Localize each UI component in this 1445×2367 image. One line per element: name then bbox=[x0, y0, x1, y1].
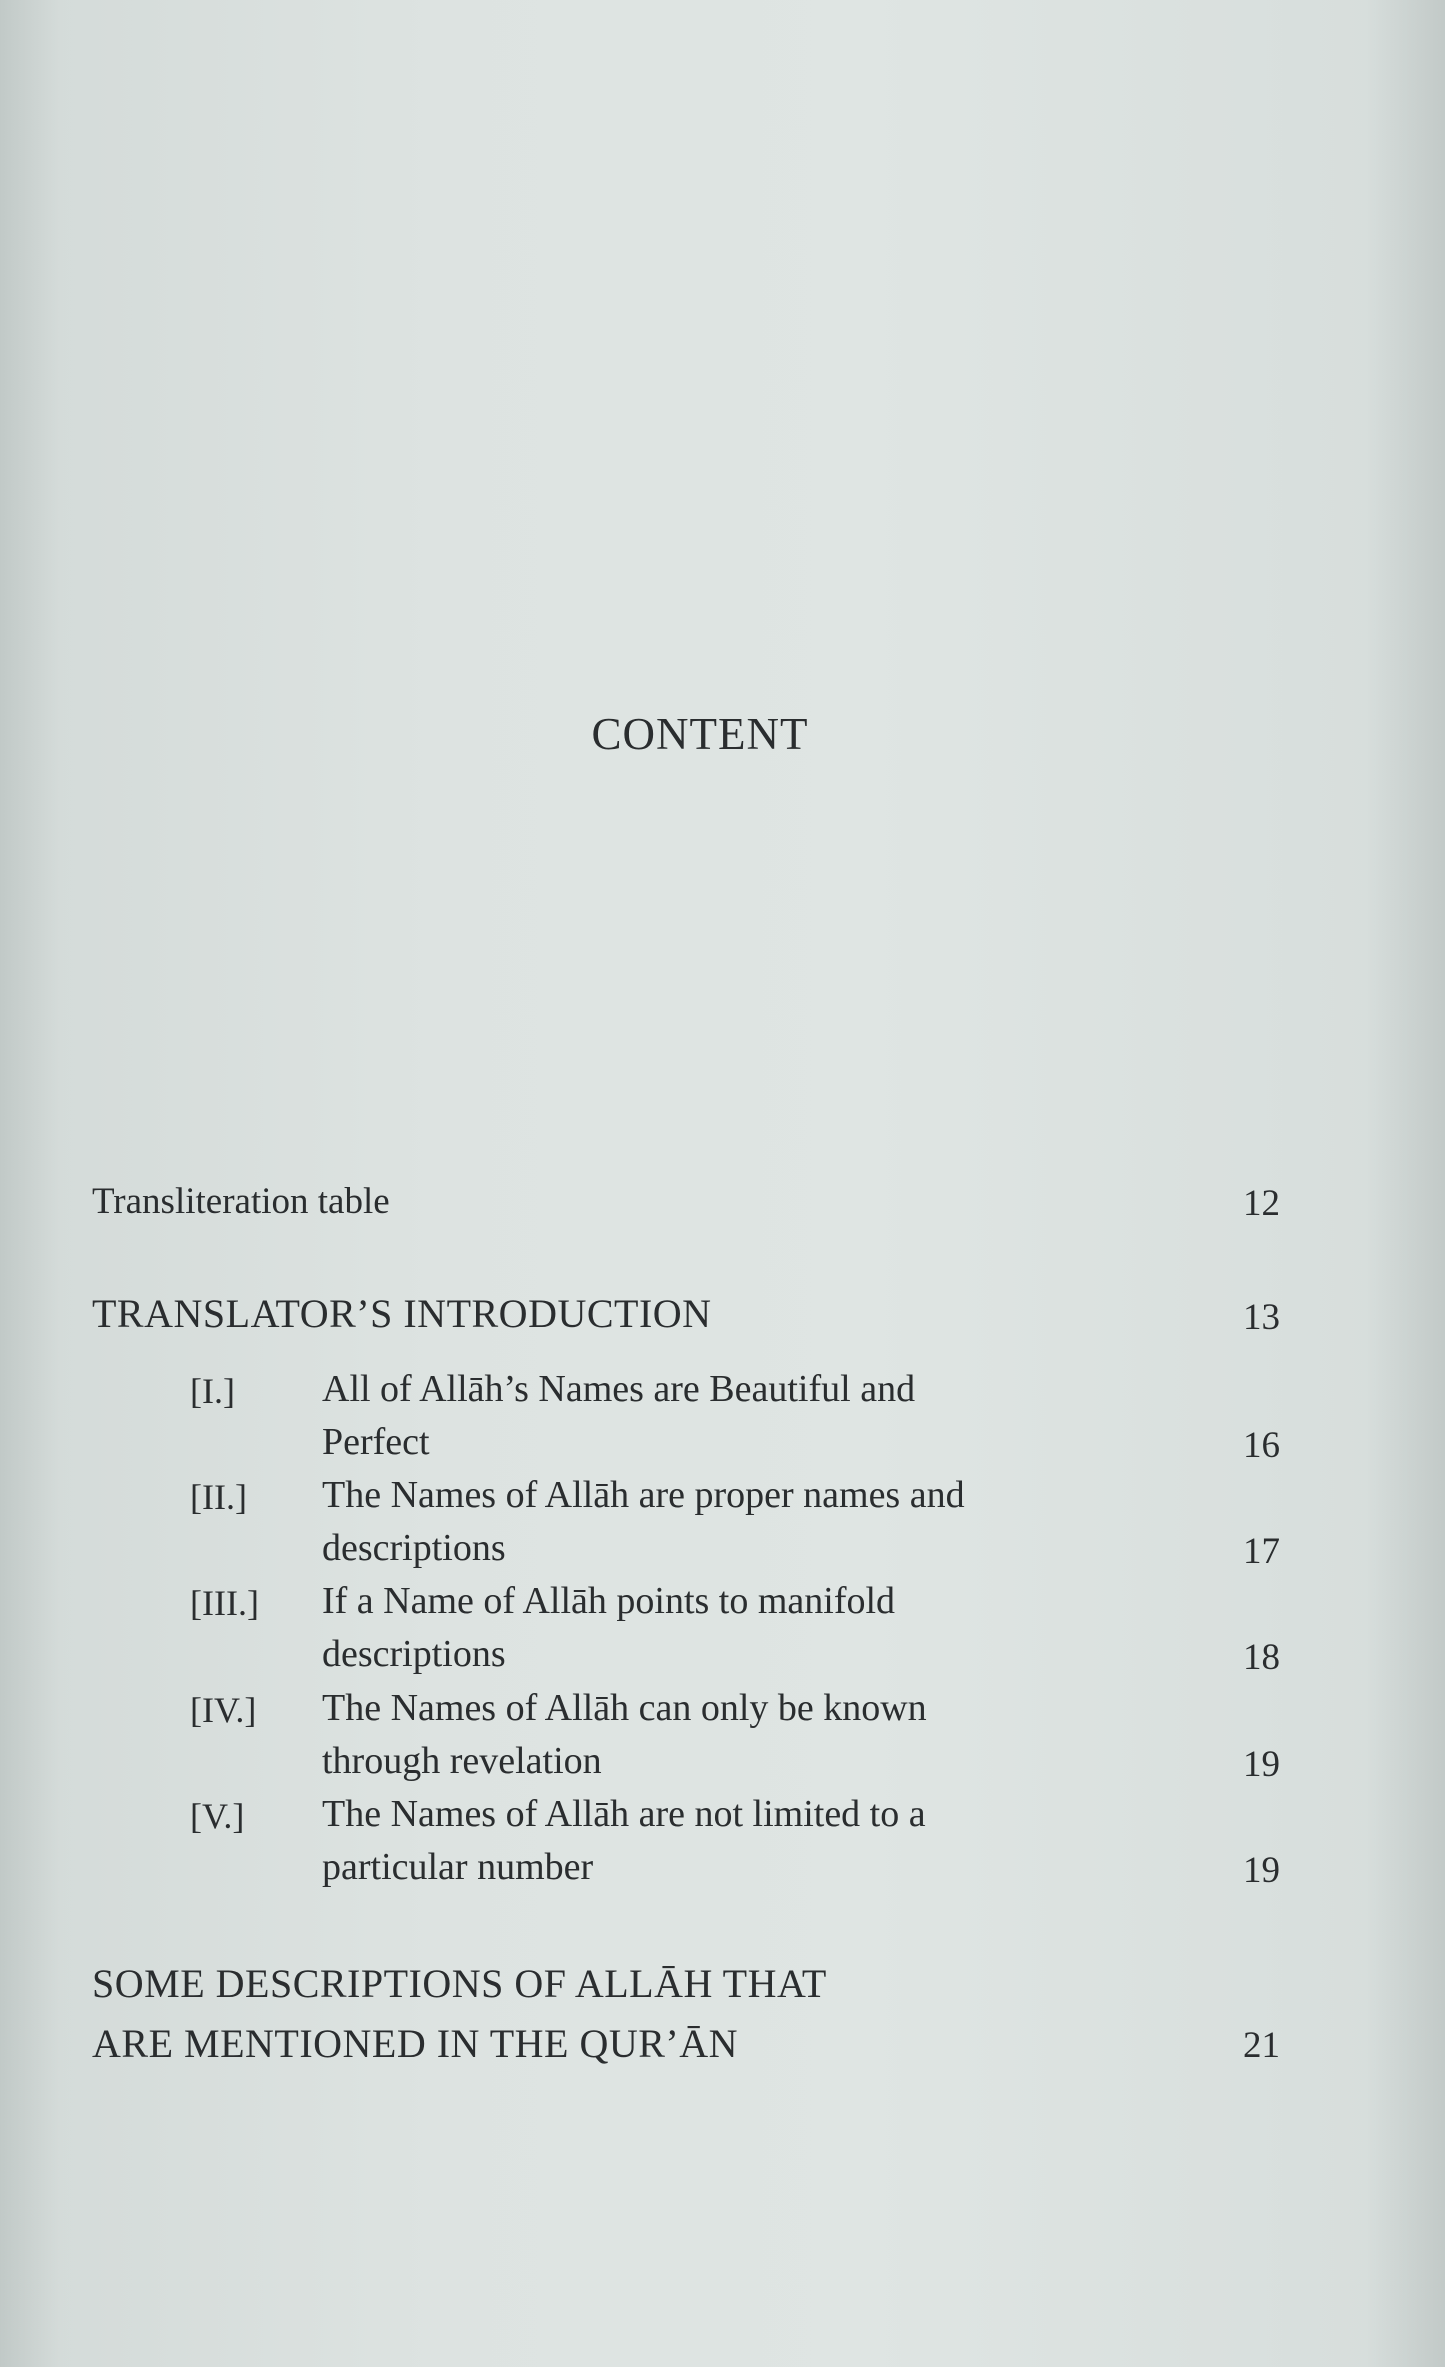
toc-subentry-page: 19 bbox=[1243, 1744, 1280, 1785]
toc-subentry-text bbox=[322, 1788, 1092, 1894]
toc-subentry-text bbox=[322, 1682, 1092, 1788]
toc-subentry-page: 18 bbox=[1243, 1637, 1280, 1678]
toc-subentry-text bbox=[322, 1363, 1092, 1469]
toc-subentry-line2: particular number bbox=[322, 1846, 594, 1888]
page-shadow-right bbox=[1365, 0, 1445, 2367]
toc-subentry-line1: All of Allāh’s Names are Beautiful and bbox=[322, 1368, 916, 1410]
toc-entry-label: Transliteration table bbox=[92, 1181, 390, 1222]
toc-subentry-page: 16 bbox=[1243, 1425, 1280, 1466]
toc-subentry-text bbox=[322, 1469, 1092, 1575]
toc-subentry-numeral: [V.] bbox=[190, 1796, 245, 1836]
toc-subentry-line2: descriptions bbox=[322, 1633, 506, 1675]
toc-heading-label-line2: ARE MENTIONED IN THE QUR’ĀN bbox=[92, 2021, 739, 2066]
toc-subentry-numeral: [I.] bbox=[190, 1371, 235, 1411]
toc-heading-page: 13 bbox=[1243, 1297, 1280, 1338]
page-title: CONTENT bbox=[591, 709, 809, 759]
toc-subentry-line2: through revelation bbox=[322, 1740, 602, 1782]
toc-subentry-line2: descriptions bbox=[322, 1527, 506, 1569]
toc-subentry-line1: The Names of Allāh are not limited to a bbox=[322, 1793, 926, 1835]
page-shadow-left bbox=[0, 0, 60, 2367]
toc-heading-label: TRANSLATOR’S INTRODUCTION bbox=[92, 1291, 712, 1336]
toc-heading-page: 21 bbox=[1243, 2025, 1280, 2066]
toc-subentry-numeral: [III.] bbox=[190, 1583, 259, 1623]
toc-entry-page: 12 bbox=[1243, 1183, 1280, 1224]
toc-subentry-line1: The Names of Allāh are proper names and bbox=[322, 1474, 965, 1516]
toc-subentry-line1: If a Name of Allāh points to manifold bbox=[322, 1580, 896, 1622]
toc-subentry-numeral: [IV.] bbox=[190, 1690, 257, 1730]
toc-heading-label-line1: SOME DESCRIPTIONS OF ALLĀH THAT bbox=[92, 1961, 827, 2006]
toc-subentry-numeral: [II.] bbox=[190, 1477, 247, 1517]
toc-subentry-line1: The Names of Allāh can only be known bbox=[322, 1687, 927, 1729]
toc-subentry-page: 19 bbox=[1243, 1850, 1280, 1891]
toc-subentry-text bbox=[322, 1575, 1092, 1681]
toc-subentry-page: 17 bbox=[1243, 1531, 1280, 1572]
toc-subentry-line2: Perfect bbox=[322, 1421, 430, 1463]
